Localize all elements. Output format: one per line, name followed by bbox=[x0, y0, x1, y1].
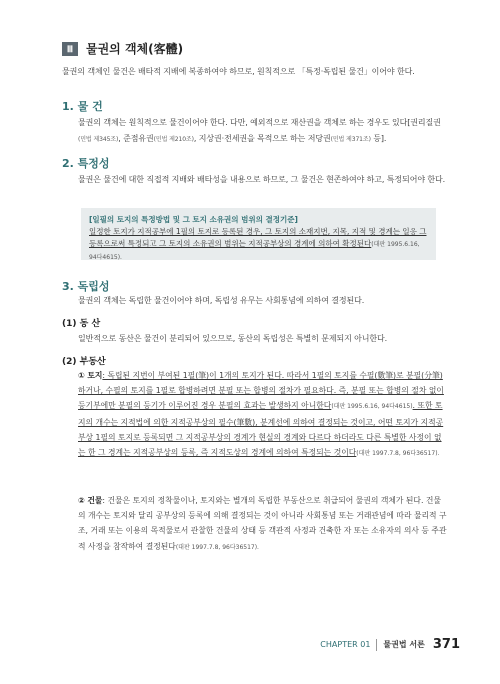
page-footer bbox=[320, 637, 460, 652]
item-building-ref: (대판 1997.7.8, 96다36517). bbox=[175, 543, 259, 551]
item-building bbox=[78, 493, 448, 555]
section-header bbox=[62, 40, 183, 57]
ref-3: (민법 제371조) bbox=[330, 135, 371, 143]
paragraph-3: 물권의 객체는 독립한 물건이어야 하며, 독립성 유무는 사회통념에 의하여 결정된다. bbox=[78, 296, 365, 305]
footer-divider bbox=[376, 639, 377, 651]
item-land bbox=[78, 368, 448, 461]
item-land-label: ① 토지 bbox=[78, 371, 103, 380]
ref-2: (민법 제210조) bbox=[153, 135, 194, 143]
subheading-immovable: (2) 부동산 bbox=[62, 357, 106, 367]
subheading-movable: (1) 동 산 bbox=[62, 319, 101, 329]
paragraph-movable: 일반적으로 동산은 물건이 분리되어 있으므로, 동산의 독립성은 특별히 문제되지 아니한다. bbox=[78, 334, 388, 343]
paragraph-1-text3: , 지상권·전세권을 목적으로 하는 저당권 bbox=[193, 133, 331, 143]
paragraph-2: 물권은 물건에 대한 직접적 지배와 배타성을 내용으로 하므로, 그 물건은 현존하여야 하고, 특정되어야 한다. bbox=[78, 175, 446, 184]
page-number: 371 bbox=[432, 637, 460, 652]
section-number-badge: Ⅲ bbox=[62, 42, 78, 56]
case-box-text bbox=[89, 226, 428, 264]
item-land-ref1: (대판 1995.6.16, 94다4615) bbox=[331, 403, 413, 411]
case-box bbox=[81, 208, 436, 260]
section-title: 물권의 객체(客體) bbox=[86, 42, 184, 56]
heading-3: 3. 독립성 bbox=[62, 280, 110, 293]
paragraph-1-text4: 등]. bbox=[370, 133, 387, 143]
heading-1: 1. 물 건 bbox=[62, 100, 103, 113]
footer-title: 물권법 서론 bbox=[383, 640, 425, 649]
case-box-body: 일정한 토지가 지적공부에 1필의 토지로 등록된 경우, 그 토지의 소재지번, 지목, 지적 및 경계는 일응 그 등록으로써 특정되고 그 토지의 소유권의 범위는 지적공부상의 경계에 의하여 확정된다 bbox=[89, 227, 427, 248]
heading-2: 2. 특정성 bbox=[62, 157, 110, 170]
paragraph-1 bbox=[78, 115, 446, 147]
case-box-ref: (대판 1995.6.16, 94다4615). bbox=[89, 241, 420, 261]
paragraph-1-text2: , 준점유권 bbox=[118, 133, 154, 143]
item-land-ref2: (대판 1997.7.8, 96다36517). bbox=[356, 450, 440, 458]
item-building-label: ② 건물 bbox=[78, 496, 103, 505]
ref-1: (민법 제345조) bbox=[78, 135, 119, 143]
item-building-text: : 건물은 토지의 정착물이나, 토지와는 별개의 독립한 부동산으로 취급되어 물권의 객체가 된다. 건물의 개수는 토지와 달리 공부상의 등록에 의해 결정되는 것이 아니라 사회통념 또는 거래관념에 따라 물리적 구조, 거래 또는 이용의 목적물로서 관찰한 건물의 상태 등 객관적 사정과 건축한 자 또는 소유자의 의사 등 주관적 사정을 참작하여 결정된다 bbox=[78, 496, 447, 551]
paragraph-1-text: 물권의 객체는 원칙적으로 물건이어야 한다. 다만, 예외적으로 재산권을 객체로 하는 경우도 있다[권리질권 bbox=[78, 118, 441, 127]
item-land-text2: . 또한 토지의 개수는 지적법에 의한 지적공부상의 필수(筆數), 분계선에 의하여 결정되는 것이고, 어떤 토지가 지적공부상 1필의 토지로 등록되면 그 지적공부상의 경계가 현실의 경계와 다르다 하더라도 다른 특별한 사정이 없는 한 그 경계는 지적공부상의 등록, 즉 지적도상의 경계에 의하여 특정되는 것이다 bbox=[78, 401, 444, 458]
case-box-title: [일필의 토지의 특정방법 및 그 토지 소유권의 범위의 결정기준] bbox=[89, 215, 298, 224]
item-land-text: : 독립된 지번이 부여된 1필(筆)이 1개의 토지가 된다. 따라서 1필의 토지를 수필(數筆)로 분필(分筆)하거나, 수필의 토지를 1필로 합병하려면 분필 또는 합병의 절차가 필요하다. 즉, 분필 또는 합병의 절차 없이 등기부에만 분필의 등기가 이루어진 경우 분필의 효과는 발생하지 아니한다 bbox=[78, 371, 444, 411]
footer-chapter: CHAPTER 01 bbox=[320, 640, 371, 649]
section-intro: 물권의 객체인 물건은 배타적 지배에 복종하여야 하므로, 원칙적으로 「특정·독립된 물건」이어야 한다. bbox=[62, 67, 415, 76]
